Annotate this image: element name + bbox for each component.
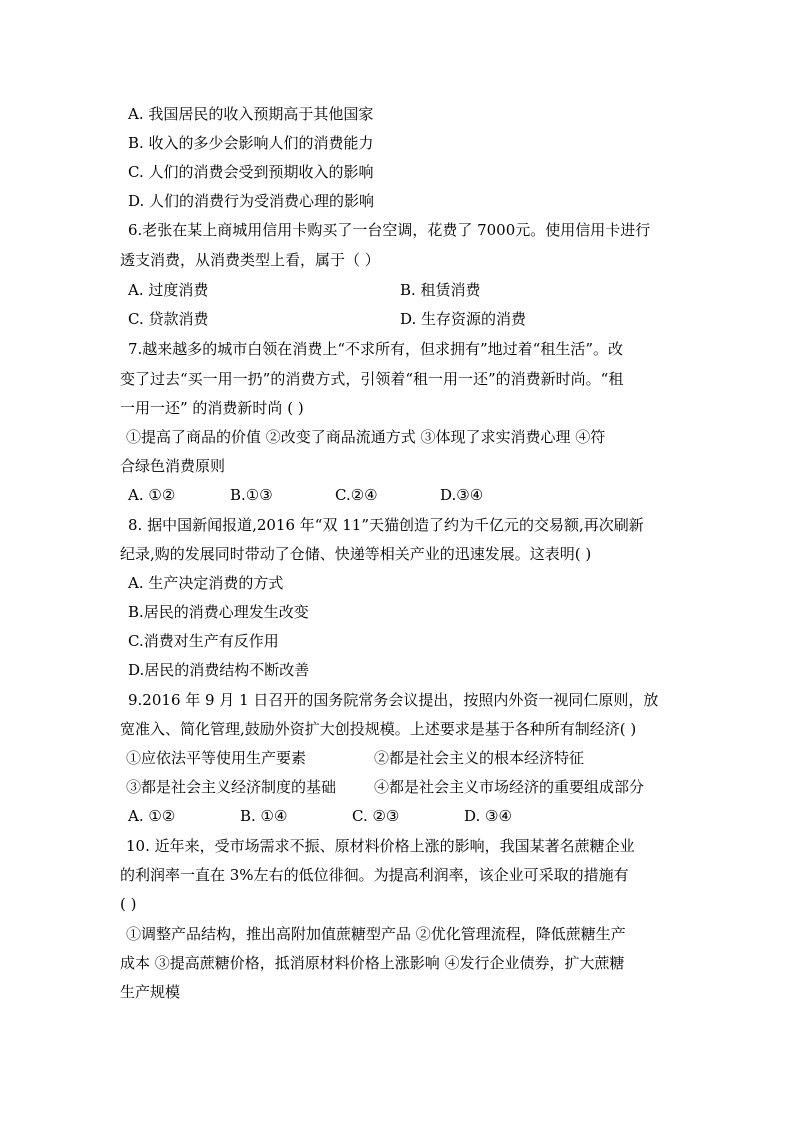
q6-option-c: C. 贷款消费 (128, 310, 209, 328)
q10-statements-line-1: ①调整产品结构，推出高附加值蔗糖型产品 ②优化管理流程，降低蔗糖生产 (126, 925, 626, 943)
q9-option-a: A. ①② (128, 807, 176, 825)
q6-option-a: A. 过度消费 (128, 281, 209, 299)
q9-statement-3: ③都是社会主义经济制度的基础 (126, 778, 337, 796)
q8-option-a: A. 生产决定消费的方式 (128, 574, 284, 592)
q9-statement-4: ④都是社会主义市场经济的重要组成部分 (374, 778, 645, 796)
q7-stem-line-2: 变了过去“买一用一扔”的消费方式，引领着“租一用一还”的消费新时尚。“租 (120, 370, 624, 388)
q10-statements-line-3: 生产规模 (120, 983, 181, 1001)
q7-option-c: C.②④ (335, 486, 378, 504)
q5-option-b: B. 收入的多少会影响人们的消费能力 (128, 134, 374, 152)
q9-statement-2: ②都是社会主义的根本经济特征 (374, 749, 585, 767)
q7-option-a: A. ①② (128, 486, 176, 504)
q5-option-a: A. 我国居民的收入预期高于其他国家 (128, 105, 374, 123)
q9-option-b: B. ①④ (240, 807, 288, 825)
q9-statement-1: ①应依法平等使用生产要素 (126, 749, 307, 767)
q10-stem-line-2: 的利润率一直在 3%左右的低位徘徊。为提高利润率，该企业可采取的措施有 (120, 866, 629, 884)
q9-stem-line-1: 9.2016 年 9 月 1 日召开的国务院常务会议提出，按照内外资一视同仁原则，放 (128, 691, 659, 709)
q7-option-d: D.③④ (440, 486, 484, 504)
q7-stem-line-1: 7.越来越多的城市白领在消费上“不求所有，但求拥有”地过着“租生活”。改 (128, 340, 623, 358)
q9-stem-line-2: 宽准入、简化管理,鼓励外资扩大创投规模。上述要求是基于各种所有制经济( ) (120, 720, 637, 738)
q7-statements-line-2: 合绿色消费原则 (120, 457, 226, 475)
q6-option-b: B. 租赁消费 (400, 281, 481, 299)
q5-option-c: C. 人们的消费会受到预期收入的影响 (128, 163, 374, 181)
q8-stem-line-1: 8. 据中国新闻报道,2016 年“双 11”天猫创造了约为千亿元的交易额,再次刷新 (128, 516, 644, 534)
q6-stem-line-1: 6.老张在某上商城用信用卡购买了一台空调，花费了 7000元。使用信用卡进行 (128, 221, 651, 239)
q8-option-c: C.消费对生产有反作用 (128, 632, 279, 650)
q8-option-d: D.居民的消费结构不断改善 (128, 661, 310, 679)
q10-stem-line-1: 10. 近年来，受市场需求不振、原材料价格上涨的影响，我国某著名蔗糖企业 (126, 837, 635, 855)
q9-option-c: C. ②③ (352, 807, 400, 825)
q7-option-b: B.①③ (230, 486, 273, 504)
q10-stem-line-3: ( ) (120, 895, 137, 913)
q8-stem-line-2: 纪录,购的发展同时带动了仓储、快递等相关产业的迅速发展。这表明( ) (120, 545, 592, 563)
q6-stem-line-2: 透支消费，从消费类型上看，属于（ ） (120, 251, 380, 269)
q5-option-d: D. 人们的消费行为受消费心理的影响 (128, 192, 375, 210)
q9-option-d: D. ③④ (464, 807, 512, 825)
q6-option-d: D. 生存资源的消费 (400, 310, 527, 328)
q7-stem-line-3: 一用一还” 的消费新时尚 ( ) (120, 399, 304, 417)
q8-option-b: B.居民的消费心理发生改变 (128, 603, 309, 621)
q7-statements-line-1: ①提高了商品的价值 ②改变了商品流通方式 ③体现了求实消费心理 ④符 (126, 428, 606, 446)
q10-statements-line-2: 成本 ③提高蔗糖价格，抵消原材料价格上涨影响 ④发行企业债券，扩大蔗糖 (120, 954, 625, 972)
